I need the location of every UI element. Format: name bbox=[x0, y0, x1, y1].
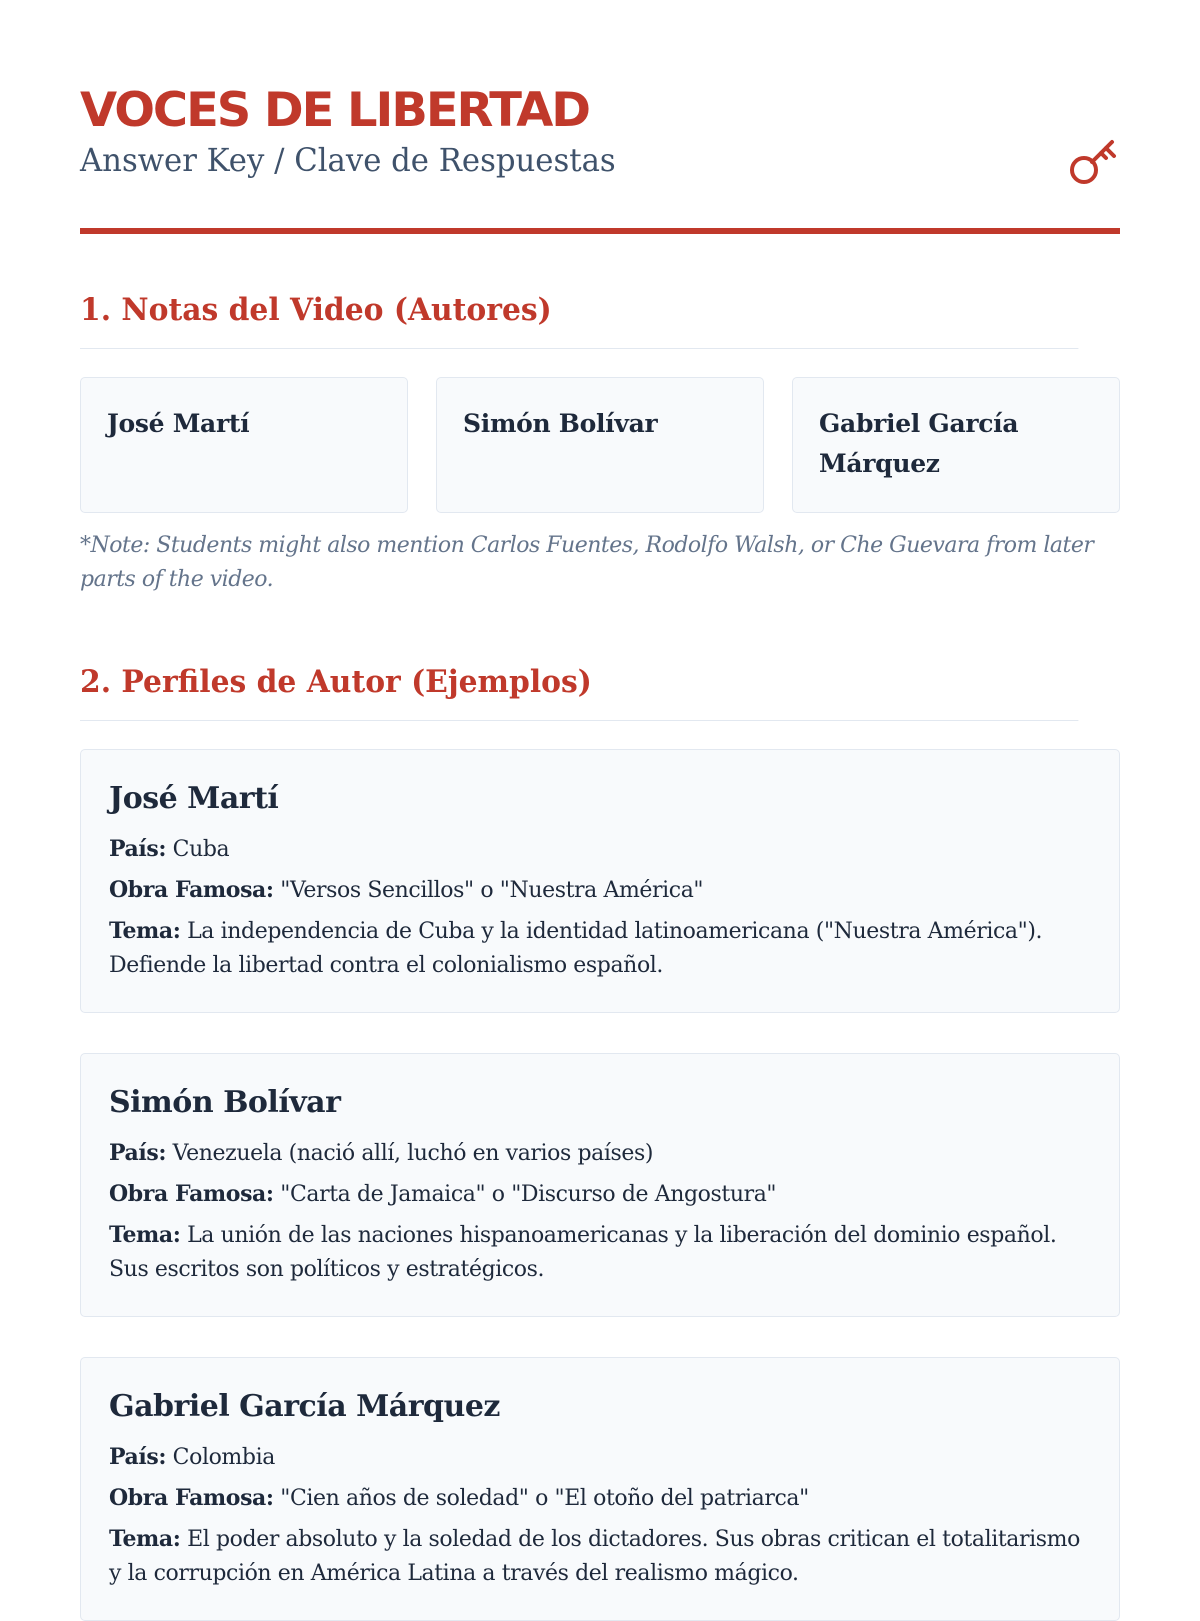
video-notes-section bbox=[80, 290, 1120, 597]
field-label: Tema: bbox=[109, 918, 181, 944]
profile-name: Simón Bolívar bbox=[109, 1085, 341, 1120]
page-header bbox=[80, 0, 1120, 234]
field-value: "Versos Sencillos" o "Nuestra América" bbox=[280, 878, 704, 903]
profile-card bbox=[80, 1357, 1120, 1621]
author-grid bbox=[80, 377, 1120, 513]
worksheet-page bbox=[80, 0, 1120, 1586]
field-value: Venezuela (nació allí, luchó en varios países) bbox=[172, 1141, 654, 1166]
theme-field bbox=[109, 914, 1091, 983]
document-subtitle: Answer Key / Clave de Respuestas bbox=[80, 141, 616, 179]
field-label: País: bbox=[109, 1444, 167, 1470]
author-profiles-section bbox=[80, 662, 1120, 1621]
work-field bbox=[109, 1177, 1091, 1212]
document-title: VOCES DE LIBERTAD bbox=[80, 83, 590, 138]
country-field bbox=[109, 1136, 1091, 1171]
country-field bbox=[109, 832, 1091, 867]
field-value: La unión de las naciones hispanoamericanas y la liberación del dominio español. Sus escritos son políticos y estratégicos. bbox=[109, 1223, 1057, 1282]
work-field bbox=[109, 873, 1091, 908]
work-field bbox=[109, 1481, 1091, 1516]
profile-name: Gabriel García Márquez bbox=[109, 1389, 500, 1424]
profile-list bbox=[80, 749, 1120, 1621]
author-card: Simón Bolívar bbox=[436, 377, 764, 513]
field-label: Tema: bbox=[109, 1222, 181, 1248]
field-label: País: bbox=[109, 836, 167, 862]
section-heading: 1. Notas del Video (Autores) bbox=[80, 290, 1078, 349]
section-heading: 2. Perfiles de Autor (Ejemplos) bbox=[80, 662, 1078, 721]
field-value: "Carta de Jamaica" o "Discurso de Angostura" bbox=[280, 1182, 777, 1207]
field-label: Obra Famosa: bbox=[109, 1181, 274, 1207]
author-card: Gabriel García Márquez bbox=[792, 377, 1120, 513]
author-card: José Martí bbox=[80, 377, 408, 513]
field-label: Obra Famosa: bbox=[109, 877, 274, 903]
profile-name: José Martí bbox=[109, 781, 279, 816]
theme-field bbox=[109, 1218, 1091, 1287]
field-value: Cuba bbox=[172, 837, 230, 862]
field-value: Colombia bbox=[172, 1445, 275, 1470]
field-label: Obra Famosa: bbox=[109, 1485, 274, 1511]
profile-card bbox=[80, 1053, 1120, 1317]
key-icon bbox=[1068, 134, 1120, 186]
teacher-note: *Note: Students might also mention Carlos Fuentes, Rodolfo Walsh, or Che Guevara from later parts of the video. bbox=[80, 533, 1094, 592]
profile-card bbox=[80, 749, 1120, 1013]
field-label: Tema: bbox=[109, 1526, 181, 1552]
field-value: El poder absoluto y la soledad de los dictadores. Sus obras critican el totalitarismo y la corrupción en América Latina a través del realismo mágico. bbox=[109, 1527, 1080, 1586]
field-value: "Cien años de soledad" o "El otoño del patriarca" bbox=[280, 1486, 809, 1511]
field-label: País: bbox=[109, 1140, 167, 1166]
country-field bbox=[109, 1440, 1091, 1475]
theme-field bbox=[109, 1522, 1091, 1591]
field-value: La independencia de Cuba y la identidad latinoamericana ("Nuestra América"). Defiende la libertad contra el colonialismo español. bbox=[109, 919, 1043, 978]
